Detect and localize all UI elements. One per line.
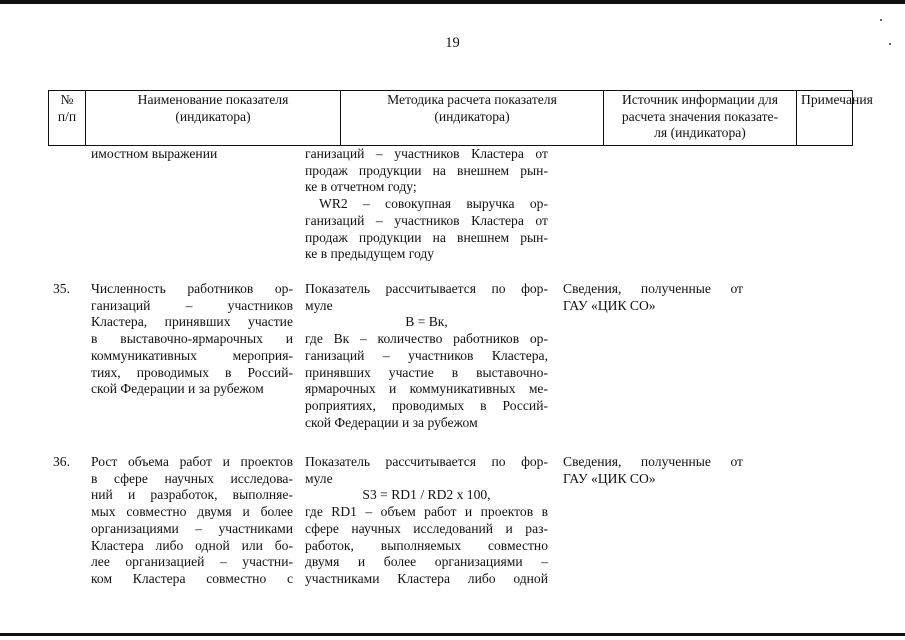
row-cont-name <box>91 146 291 163</box>
cell-line: ке в предыдущем году <box>305 246 435 262</box>
header-method <box>341 90 604 146</box>
table-header <box>48 90 873 146</box>
row-36-num <box>53 454 87 471</box>
cell-line: организациями – участниками <box>91 520 293 536</box>
cell-line: участниками Кластера либо одной <box>305 570 548 586</box>
header-method-line: (индикатора) <box>434 108 510 124</box>
cell-line: ярмарочных и коммуникативных ме- <box>305 381 548 397</box>
cell-line: ганизаций – участников Кластера от <box>305 146 548 161</box>
header-source-line: Источник информации для <box>622 92 778 107</box>
cell-line: ГАУ «ЦИК СО» <box>563 297 656 313</box>
cell-line: имостном выражении <box>91 146 218 161</box>
cell-line: лее организацией – участни- <box>91 554 293 570</box>
header-source <box>604 90 797 146</box>
cell-line: Показатель рассчитывается по фор- <box>305 281 548 296</box>
cell-line: мых совместно двумя и более <box>91 504 293 520</box>
row-35-method <box>305 281 548 431</box>
header-notes <box>797 90 873 146</box>
cell-line: тиях, проводимых в Россий- <box>91 364 293 380</box>
scan-speck <box>880 19 882 21</box>
header-method-line: Методика расчета показателя <box>387 92 557 107</box>
header-num-line: № <box>60 92 74 107</box>
top-border-rule <box>0 0 905 4</box>
cell-line: Кластера, принявших участие <box>91 314 293 330</box>
row-35-source <box>563 281 743 314</box>
header-source-line: ля (индикатора) <box>654 125 746 141</box>
header-name <box>86 90 341 146</box>
cell-line: принявших участие в выставочно- <box>305 364 548 380</box>
cell-line: муле <box>305 470 333 486</box>
cell-line: Сведения, полученные от <box>563 454 743 469</box>
header-num-line: п/п <box>57 108 77 124</box>
row-35-name <box>91 281 293 398</box>
cell-line: ГАУ «ЦИК СО» <box>563 470 656 486</box>
cell-line: продаж продукции на внешнем рын- <box>305 162 548 178</box>
cell-line: продаж продукции на внешнем рын- <box>305 229 548 245</box>
formula: B = Bк, <box>405 314 448 330</box>
header-name-line: (индикатора) <box>175 108 251 124</box>
header-name-line: Наименование показателя <box>137 92 289 107</box>
cell-line: ком Кластера совместно с <box>91 570 293 586</box>
page-number: 19 <box>445 35 460 51</box>
cell-line: двумя и более организациями – <box>305 554 548 570</box>
row-number: 36. <box>53 454 70 469</box>
row-36-method <box>305 454 548 588</box>
cell-line: где RD1 – объем работ и проектов в <box>305 504 548 520</box>
cell-line: сфере научных исследований и раз- <box>305 520 548 536</box>
cell-line: работок, выполняемых совместно <box>305 537 548 553</box>
cell-line: коммуникативных мероприя- <box>91 347 293 363</box>
cell-line: Кластера либо одной или бо- <box>91 537 293 553</box>
header-notes-line: Примечания <box>801 92 873 107</box>
cell-line: ганизаций – участников Кластера от <box>305 212 548 228</box>
header-source-line: расчета значения показате- <box>621 108 779 124</box>
bottom-border-rule <box>0 633 905 636</box>
cell-line: где Bк – количество работников ор- <box>305 331 548 347</box>
cell-line: ской Федерации и за рубежом <box>91 381 264 397</box>
row-36-name <box>91 454 293 588</box>
row-36-source <box>563 454 743 487</box>
cell-line: Сведения, полученные от <box>563 281 743 296</box>
formula: S3 = RD1 / RD2 x 100, <box>362 487 491 503</box>
header-num <box>48 90 86 146</box>
cell-line: муле <box>305 297 333 313</box>
cell-line: в сфере научных исследова- <box>91 470 293 486</box>
cell-line: в выставочно-ярмарочных и <box>91 331 293 347</box>
cell-line: WR2 – совокупная выручка ор- <box>319 196 548 212</box>
cell-line: ке в отчетном году; <box>305 179 417 195</box>
cell-line: Численность работников ор- <box>91 281 293 296</box>
row-number: 35. <box>53 281 70 296</box>
cell-line: ганизаций – участников Кластера, <box>305 347 548 363</box>
cell-line: роприятиях, проводимых в Россий- <box>305 397 548 413</box>
row-35-num <box>53 281 87 298</box>
cell-line: ганизаций – участников <box>91 297 293 313</box>
cell-line: Рост объема работ и проектов <box>91 454 293 469</box>
cell-line: ний и разработок, выполняе- <box>91 487 293 503</box>
cell-line: ской Федерации и за рубежом <box>305 414 478 430</box>
cell-line: Показатель рассчитывается по фор- <box>305 454 548 469</box>
row-cont-method <box>305 146 548 263</box>
